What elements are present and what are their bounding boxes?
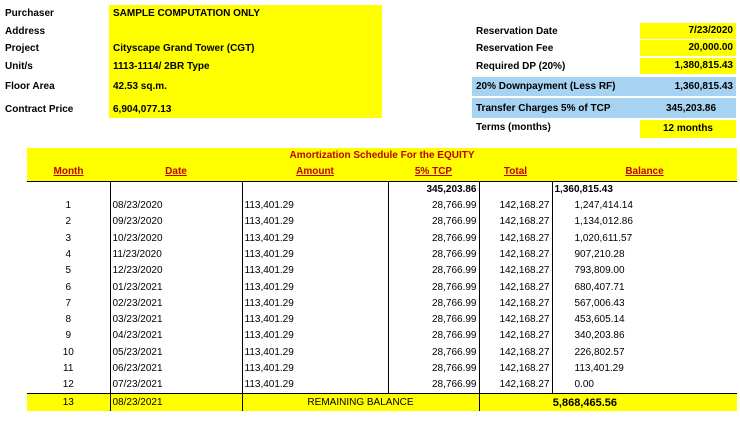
balance-cell: 680,407.71: [552, 279, 737, 295]
amount-cell: 113,401.29: [242, 296, 388, 312]
table-row: [27, 361, 737, 377]
amount-cell: 113,401.29: [242, 247, 388, 263]
month-cell: 10: [62, 346, 74, 358]
project-label: Project: [5, 43, 39, 54]
date-cell: 01/23/2021: [110, 279, 242, 295]
total-cell: 142,168.27: [479, 230, 552, 246]
balance-cell: 340,203.86: [552, 328, 737, 344]
total-cell: 142,168.27: [479, 345, 552, 361]
balance-cell: 1,020,611.57: [552, 230, 737, 246]
amount-cell: 113,401.29: [242, 279, 388, 295]
amount-cell: 113,401.29: [242, 198, 388, 214]
table-row: [27, 345, 737, 361]
units-value: 1113-1114/ 2BR Type: [113, 61, 210, 72]
table-row: [27, 377, 737, 394]
date-cell: 06/23/2021: [110, 361, 242, 377]
final-label: REMAINING BALANCE: [242, 394, 479, 411]
reservation-fee-value: 20,000.00: [640, 40, 736, 56]
table-row: [27, 214, 737, 230]
reservation-fee-label: Reservation Fee: [476, 43, 554, 54]
tcp-cell: 28,766.99: [388, 377, 479, 394]
month-cell: 12: [62, 379, 74, 391]
header-tcp: 5% TCP: [388, 164, 479, 181]
balance-cell: 1,247,414.14: [552, 198, 737, 214]
date-cell: 03/23/2021: [110, 312, 242, 328]
balance-cell: 907,210.28: [552, 247, 737, 263]
tcp-cell: 28,766.99: [388, 328, 479, 344]
final-value: 5,868,465.56: [479, 394, 737, 411]
header-date: Date: [110, 164, 242, 181]
date-cell: 08/23/2020: [110, 198, 242, 214]
opening-balance: 1,360,815.43: [552, 181, 737, 198]
amount-cell: 113,401.29: [242, 263, 388, 279]
tcp-cell: 28,766.99: [388, 198, 479, 214]
amortization-schedule: [27, 148, 737, 411]
tcp-cell: 28,766.99: [388, 361, 479, 377]
date-cell: 11/23/2020: [110, 247, 242, 263]
tcp-cell: 28,766.99: [388, 214, 479, 230]
total-cell: 142,168.27: [479, 312, 552, 328]
amount-cell: 113,401.29: [242, 312, 388, 328]
total-cell: 142,168.27: [479, 247, 552, 263]
date-cell: 10/23/2020: [110, 230, 242, 246]
total-cell: 142,168.27: [479, 377, 552, 394]
total-cell: 142,168.27: [479, 214, 552, 230]
units-label: Unit/s: [5, 61, 33, 72]
terms-months-value: 12 months: [640, 120, 736, 138]
table-row: [27, 247, 737, 263]
table-row: [27, 279, 737, 295]
header-month: Month: [27, 164, 110, 181]
reservation-date-label: Reservation Date: [476, 26, 558, 37]
balance-cell: 0.00: [552, 377, 737, 394]
header-total: Total: [479, 164, 552, 181]
amount-cell: 113,401.29: [242, 214, 388, 230]
tcp-cell: 28,766.99: [388, 263, 479, 279]
balance-cell: 567,006.43: [552, 296, 737, 312]
month-cell: 1: [65, 200, 72, 212]
reservation-date-value: 7/23/2020: [640, 23, 736, 39]
purchaser-value: SAMPLE COMPUTATION ONLY: [113, 8, 261, 19]
project-value: Cityscape Grand Tower (CGT): [113, 43, 255, 54]
month-cell: 8: [65, 314, 72, 326]
total-cell: 142,168.27: [479, 328, 552, 344]
month-cell: 5: [65, 265, 72, 277]
downpayment-label: 20% Downpayment (Less RF): [476, 81, 616, 92]
contract-price-value: 6,904,077.13: [113, 104, 172, 115]
amount-cell: 113,401.29: [242, 230, 388, 246]
schedule-title-row: [27, 148, 737, 164]
header-amount: Amount: [242, 164, 388, 181]
total-cell: 142,168.27: [479, 263, 552, 279]
schedule-title: Amortization Schedule For the EQUITY: [27, 148, 737, 164]
month-cell: 11: [63, 363, 74, 374]
tcp-cell: 28,766.99: [388, 296, 479, 312]
balance-cell: 113,401.29: [552, 361, 737, 377]
required-dp-value: 1,380,815.43: [640, 58, 736, 74]
month-cell: 6: [65, 281, 72, 293]
table-row: [27, 296, 737, 312]
date-cell: 04/23/2021: [110, 328, 242, 344]
opening-tcp: 345,203.86: [388, 181, 479, 198]
header-balance: Balance: [552, 164, 737, 181]
required-dp-label: Required DP (20%): [476, 61, 566, 72]
amount-cell: 113,401.29: [242, 345, 388, 361]
date-cell: 09/23/2020: [110, 214, 242, 230]
table-row: [27, 230, 737, 246]
floor-area-label: Floor Area: [5, 81, 55, 92]
date-cell: 07/23/2021: [110, 377, 242, 394]
amount-cell: 113,401.29: [242, 377, 388, 394]
table-row: [27, 312, 737, 328]
month-cell: 7: [65, 297, 72, 309]
final-month: 13: [27, 394, 110, 411]
table-row: [27, 328, 737, 344]
purchaser-label: Purchaser: [5, 8, 54, 19]
contract-price-label: Contract Price: [5, 104, 74, 115]
opening-row: [27, 181, 737, 198]
downpayment-value: 1,360,815.43: [674, 81, 733, 92]
total-cell: 142,168.27: [479, 198, 552, 214]
address-label: Address: [5, 26, 46, 37]
amount-cell: 113,401.29: [242, 328, 388, 344]
final-date: 08/23/2021: [110, 394, 242, 411]
date-cell: 12/23/2020: [110, 263, 242, 279]
tcp-cell: 28,766.99: [388, 312, 479, 328]
total-cell: 142,168.27: [479, 361, 552, 377]
month-cell: 9: [65, 330, 72, 342]
balance-cell: 793,809.00: [552, 263, 737, 279]
balance-cell: 226,802.57: [552, 345, 737, 361]
tcp-cell: 28,766.99: [388, 230, 479, 246]
balance-cell: 453,605.14: [552, 312, 737, 328]
schedule-rows: [27, 198, 737, 394]
transfer-charges-value: 345,203.86: [666, 103, 717, 114]
date-cell: 05/23/2021: [110, 345, 242, 361]
month-cell: 2: [65, 216, 72, 228]
amount-cell: 113,401.29: [242, 361, 388, 377]
tcp-cell: 28,766.99: [388, 345, 479, 361]
tcp-cell: 28,766.99: [388, 279, 479, 295]
transfer-charges-label: Transfer Charges 5% of TCP: [476, 103, 611, 114]
table-row: [27, 198, 737, 214]
total-cell: 142,168.27: [479, 296, 552, 312]
table-row: [27, 263, 737, 279]
month-cell: 3: [65, 232, 72, 244]
tcp-cell: 28,766.99: [388, 247, 479, 263]
total-cell: 142,168.27: [479, 279, 552, 295]
month-cell: 4: [65, 248, 72, 260]
date-cell: 02/23/2021: [110, 296, 242, 312]
amortization-table: [27, 148, 737, 411]
floor-area-value: 42.53 sq.m.: [113, 81, 167, 92]
balance-cell: 1,134,012.86: [552, 214, 737, 230]
schedule-header-row: [27, 164, 737, 181]
terms-months-label: Terms (months): [476, 122, 551, 133]
final-row: [27, 394, 737, 411]
